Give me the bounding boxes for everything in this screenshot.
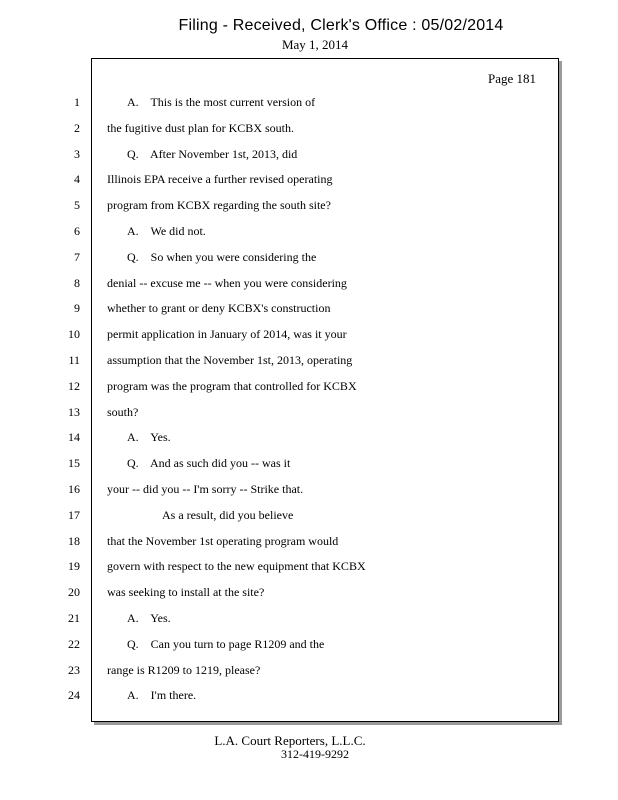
transcript-line: Q. After November 1st, 2013, did	[127, 147, 298, 161]
line-number: 1	[74, 95, 80, 109]
filing-stamp-text: Filing - Received, Clerk's Office : 05/02/2014	[178, 17, 504, 34]
line-number: 21	[68, 611, 80, 625]
line-number: 22	[68, 637, 80, 651]
transcript-line: Q. Can you turn to page R1209 and the	[127, 637, 325, 651]
line-number: 13	[68, 405, 80, 419]
transcript-line: Illinois EPA receive a further revised operating	[107, 172, 333, 186]
court-reporter-phone: 312-419-9292	[281, 747, 349, 761]
transcript-line: was seeking to install at the site?	[107, 585, 265, 599]
transcript-line: program from KCBX regarding the south site?	[107, 198, 331, 212]
transcript-line: A. Yes.	[127, 430, 171, 444]
transcript-line: A. This is the most current version of	[127, 95, 316, 109]
line-number: 9	[74, 301, 80, 315]
line-number: 17	[68, 508, 80, 522]
transcript-line: program was the program that controlled for KCBX	[107, 379, 357, 393]
transcript-line: the fugitive dust plan for KCBX south.	[107, 121, 294, 135]
transcript-line: permit application in January of 2014, was it your	[107, 327, 347, 341]
line-number: 24	[68, 688, 80, 702]
line-number: 7	[74, 250, 80, 264]
transcript-line: A. Yes.	[127, 611, 171, 625]
transcript-line: your -- did you -- I'm sorry -- Strike that.	[107, 482, 304, 496]
line-number: 16	[68, 482, 80, 496]
court-reporter-name: L.A. Court Reporters, L.L.C.	[214, 733, 366, 748]
line-number: 4	[74, 172, 80, 186]
line-number: 15	[68, 456, 80, 470]
transcript-line: that the November 1st operating program would	[107, 534, 339, 548]
line-number: 3	[74, 147, 80, 161]
transcript-line: whether to grant or deny KCBX's construction	[107, 301, 331, 315]
transcript-line: govern with respect to the new equipment that KCBX	[107, 559, 366, 573]
line-number: 18	[68, 534, 80, 548]
page-number: Page 181	[487, 71, 536, 86]
transcript-line: A. I'm there.	[127, 688, 197, 702]
filing-stamp-header	[0, 17, 618, 35]
line-number: 14	[68, 430, 80, 444]
line-number: 11	[68, 353, 80, 367]
transcript-line: Q. So when you were considering the	[127, 250, 317, 264]
line-number: 2	[74, 121, 80, 135]
transcript-line: A. We did not.	[127, 224, 206, 238]
transcript-line: As a result, did you believe	[162, 508, 294, 522]
line-number: 23	[68, 663, 80, 677]
transcript-date: May 1, 2014	[281, 37, 349, 52]
transcript-line: range is R1209 to 1219, please?	[107, 663, 261, 677]
line-number: 8	[74, 276, 80, 290]
line-number: 5	[74, 198, 80, 212]
transcript-line: Q. And as such did you -- was it	[127, 456, 291, 470]
line-number: 12	[68, 379, 80, 393]
line-number: 19	[68, 559, 80, 573]
transcript-line: south?	[107, 405, 139, 419]
transcript-line: assumption that the November 1st, 2013, operating	[107, 353, 353, 367]
line-number: 20	[68, 585, 80, 599]
line-number: 10	[68, 327, 80, 341]
line-number: 6	[74, 224, 80, 238]
transcript-line: denial -- excuse me -- when you were considering	[107, 276, 347, 290]
